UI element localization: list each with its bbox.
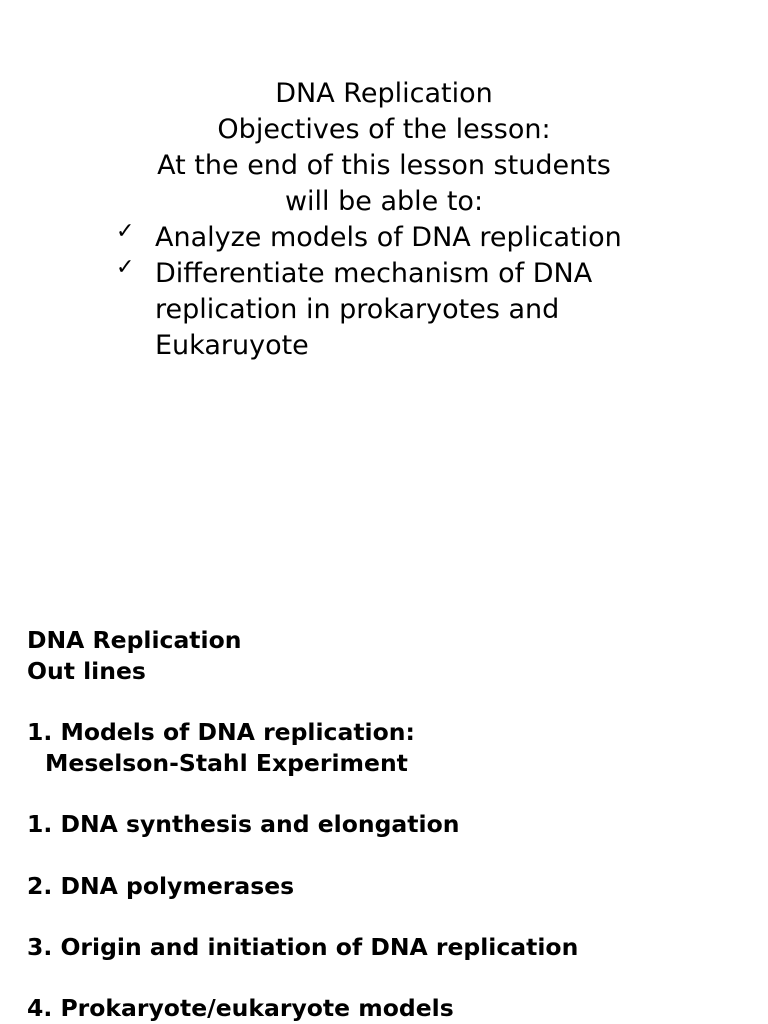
outline-item: 1. Models of DNA replication: — [27, 718, 415, 747]
intro-line: At the end of this lesson students — [157, 150, 611, 181]
checkmark-icon: ✓ — [116, 219, 135, 244]
objective-item — [116, 256, 736, 364]
outline-item: 2. DNA polymerases — [27, 871, 295, 900]
outline-item: 1. DNA synthesis and elongation — [27, 810, 460, 839]
objectives-list — [116, 220, 736, 364]
outline-subitem: Meselson-Stahl Experiment — [45, 748, 408, 777]
intro-line: will be able to: — [284, 186, 484, 217]
outline-slide — [27, 625, 747, 1024]
outline-item: 3. Origin and initiation of DNA replication — [27, 932, 579, 961]
outline-item: 4. Prokaryote/eukaryote models — [27, 994, 454, 1023]
outline-subtitle: Out lines — [27, 656, 146, 685]
objective-text: Differentiate mechanism of DNA — [155, 258, 593, 289]
slide-title: DNA Replication — [275, 78, 493, 109]
outline-title: DNA Replication — [27, 626, 242, 654]
objective-item — [116, 220, 736, 256]
objective-text: Eukaruyote — [155, 330, 309, 361]
objective-text: Analyze models of DNA replication — [155, 222, 622, 253]
checkmark-icon: ✓ — [116, 255, 135, 280]
slide-subtitle: Objectives of the lesson: — [217, 114, 551, 145]
objectives-slide — [0, 76, 768, 361]
objective-text: replication in prokaryotes and — [155, 294, 560, 325]
